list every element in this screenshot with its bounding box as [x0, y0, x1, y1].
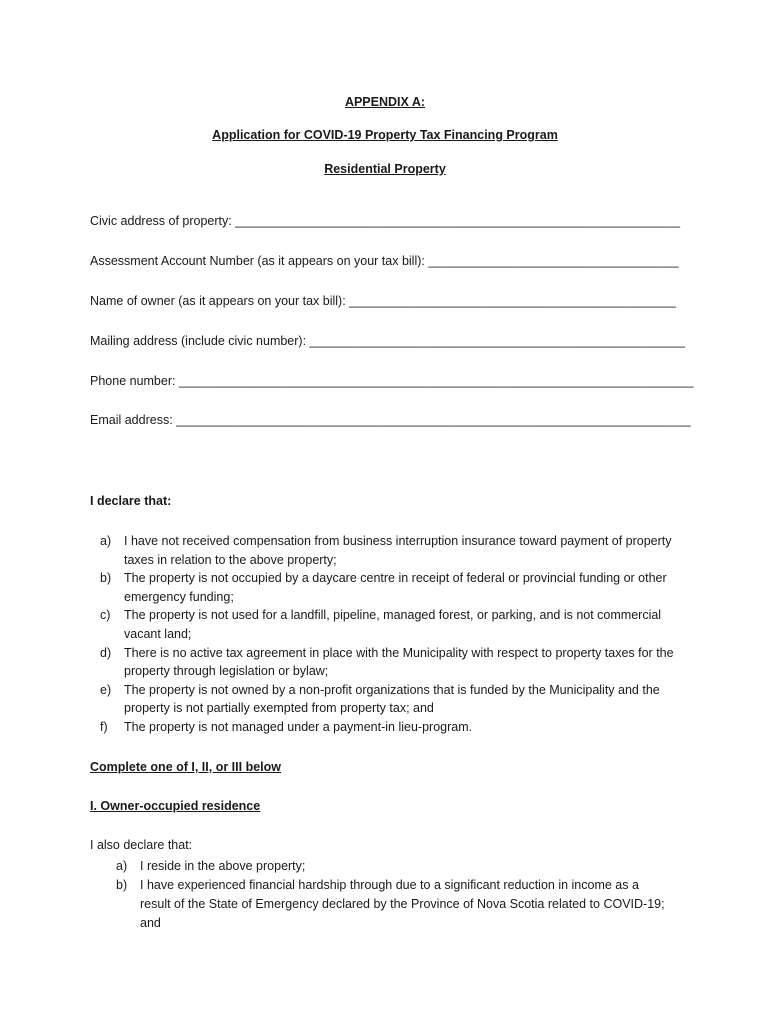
- declaration-marker: e): [100, 682, 112, 697]
- section-one-item-a: [106, 857, 666, 876]
- mailing-address-label: Mailing address (include civic number):: [90, 334, 310, 348]
- owner-name-field[interactable]: [90, 294, 676, 308]
- complete-one-instruction: Complete one of I, II, or III below: [90, 760, 281, 774]
- application-title: Application for COVID-19 Property Tax Financing Program: [212, 128, 558, 142]
- declaration-list: [90, 532, 690, 737]
- declaration-text: The property is not used for a landfill, pipeline, managed forest, or parking, and is not commercial vacant land;: [124, 608, 662, 641]
- declaration-item-c: [90, 606, 690, 643]
- owner-name-label: Name of owner (as it appears on your tax bill):: [90, 294, 350, 308]
- section-one-item-b: [106, 876, 666, 933]
- declaration-text: The property is not occupied by a daycare centre in receipt of federal or provincial funding or other emergency funding;: [124, 571, 667, 604]
- declaration-marker: f): [100, 719, 108, 734]
- section-one-text: I reside in the above property;: [140, 859, 306, 873]
- section-one-title: I. Owner-occupied residence: [90, 799, 261, 813]
- declaration-item-b: [90, 569, 690, 606]
- phone-number-field[interactable]: [90, 374, 693, 388]
- civic-address-blank[interactable]: ________________________________________________________________: [235, 214, 681, 228]
- declaration-marker: c): [100, 608, 111, 623]
- declaration-item-f: [90, 718, 690, 737]
- section-one-marker: a): [116, 859, 128, 873]
- mailing-address-blank[interactable]: ______________________________________________________: [309, 334, 685, 348]
- declare-heading: I declare that:: [90, 494, 172, 508]
- civic-address-label: Civic address of property:: [90, 214, 236, 228]
- declaration-marker: d): [100, 645, 112, 660]
- section-one-text: I have experienced financial hardship through due to a significant reduction in income as a result of the State of Emergency declared by the Province of Nova Scotia related to COVID-19; and: [140, 878, 665, 930]
- declaration-item-a: [90, 532, 690, 569]
- phone-number-label: Phone number:: [90, 374, 179, 388]
- email-address-label: Email address:: [90, 413, 177, 427]
- declaration-text: The property is not managed under a payment-in lieu-program.: [124, 719, 473, 734]
- assessment-account-blank[interactable]: ____________________________________: [428, 254, 679, 268]
- declaration-item-e: [90, 681, 690, 718]
- mailing-address-field[interactable]: [90, 334, 685, 348]
- owner-name-blank[interactable]: _______________________________________________: [349, 294, 676, 308]
- section-one-list: [106, 857, 666, 933]
- declaration-item-d: [90, 644, 690, 681]
- appendix-heading: APPENDIX A:: [344, 95, 426, 109]
- residential-subtitle: Residential Property: [324, 162, 446, 176]
- declaration-text: The property is not owned by a non-profit organizations that is funded by the Municipality and the property is not partially exempted from property tax; and: [124, 682, 660, 716]
- email-address-blank[interactable]: __________________________________________________________________________: [176, 413, 691, 427]
- declaration-marker: b): [100, 571, 112, 586]
- assessment-account-field[interactable]: [90, 254, 679, 268]
- email-address-field[interactable]: [90, 413, 691, 427]
- declaration-text: There is no active tax agreement in place with the Municipality with respect to property taxes for the property through legislation or bylaw;: [124, 645, 674, 679]
- civic-address-field[interactable]: [90, 214, 680, 228]
- declaration-text: I have not received compensation from business interruption insurance toward payment of property taxes in relation to the above property;: [124, 534, 672, 567]
- declaration-marker: a): [100, 534, 112, 548]
- assessment-account-label: Assessment Account Number (as it appears on your tax bill):: [90, 254, 429, 268]
- phone-number-blank[interactable]: __________________________________________________________________________: [178, 374, 694, 388]
- section-one-intro: I also declare that:: [90, 838, 193, 852]
- section-one-marker: b): [116, 878, 128, 892]
